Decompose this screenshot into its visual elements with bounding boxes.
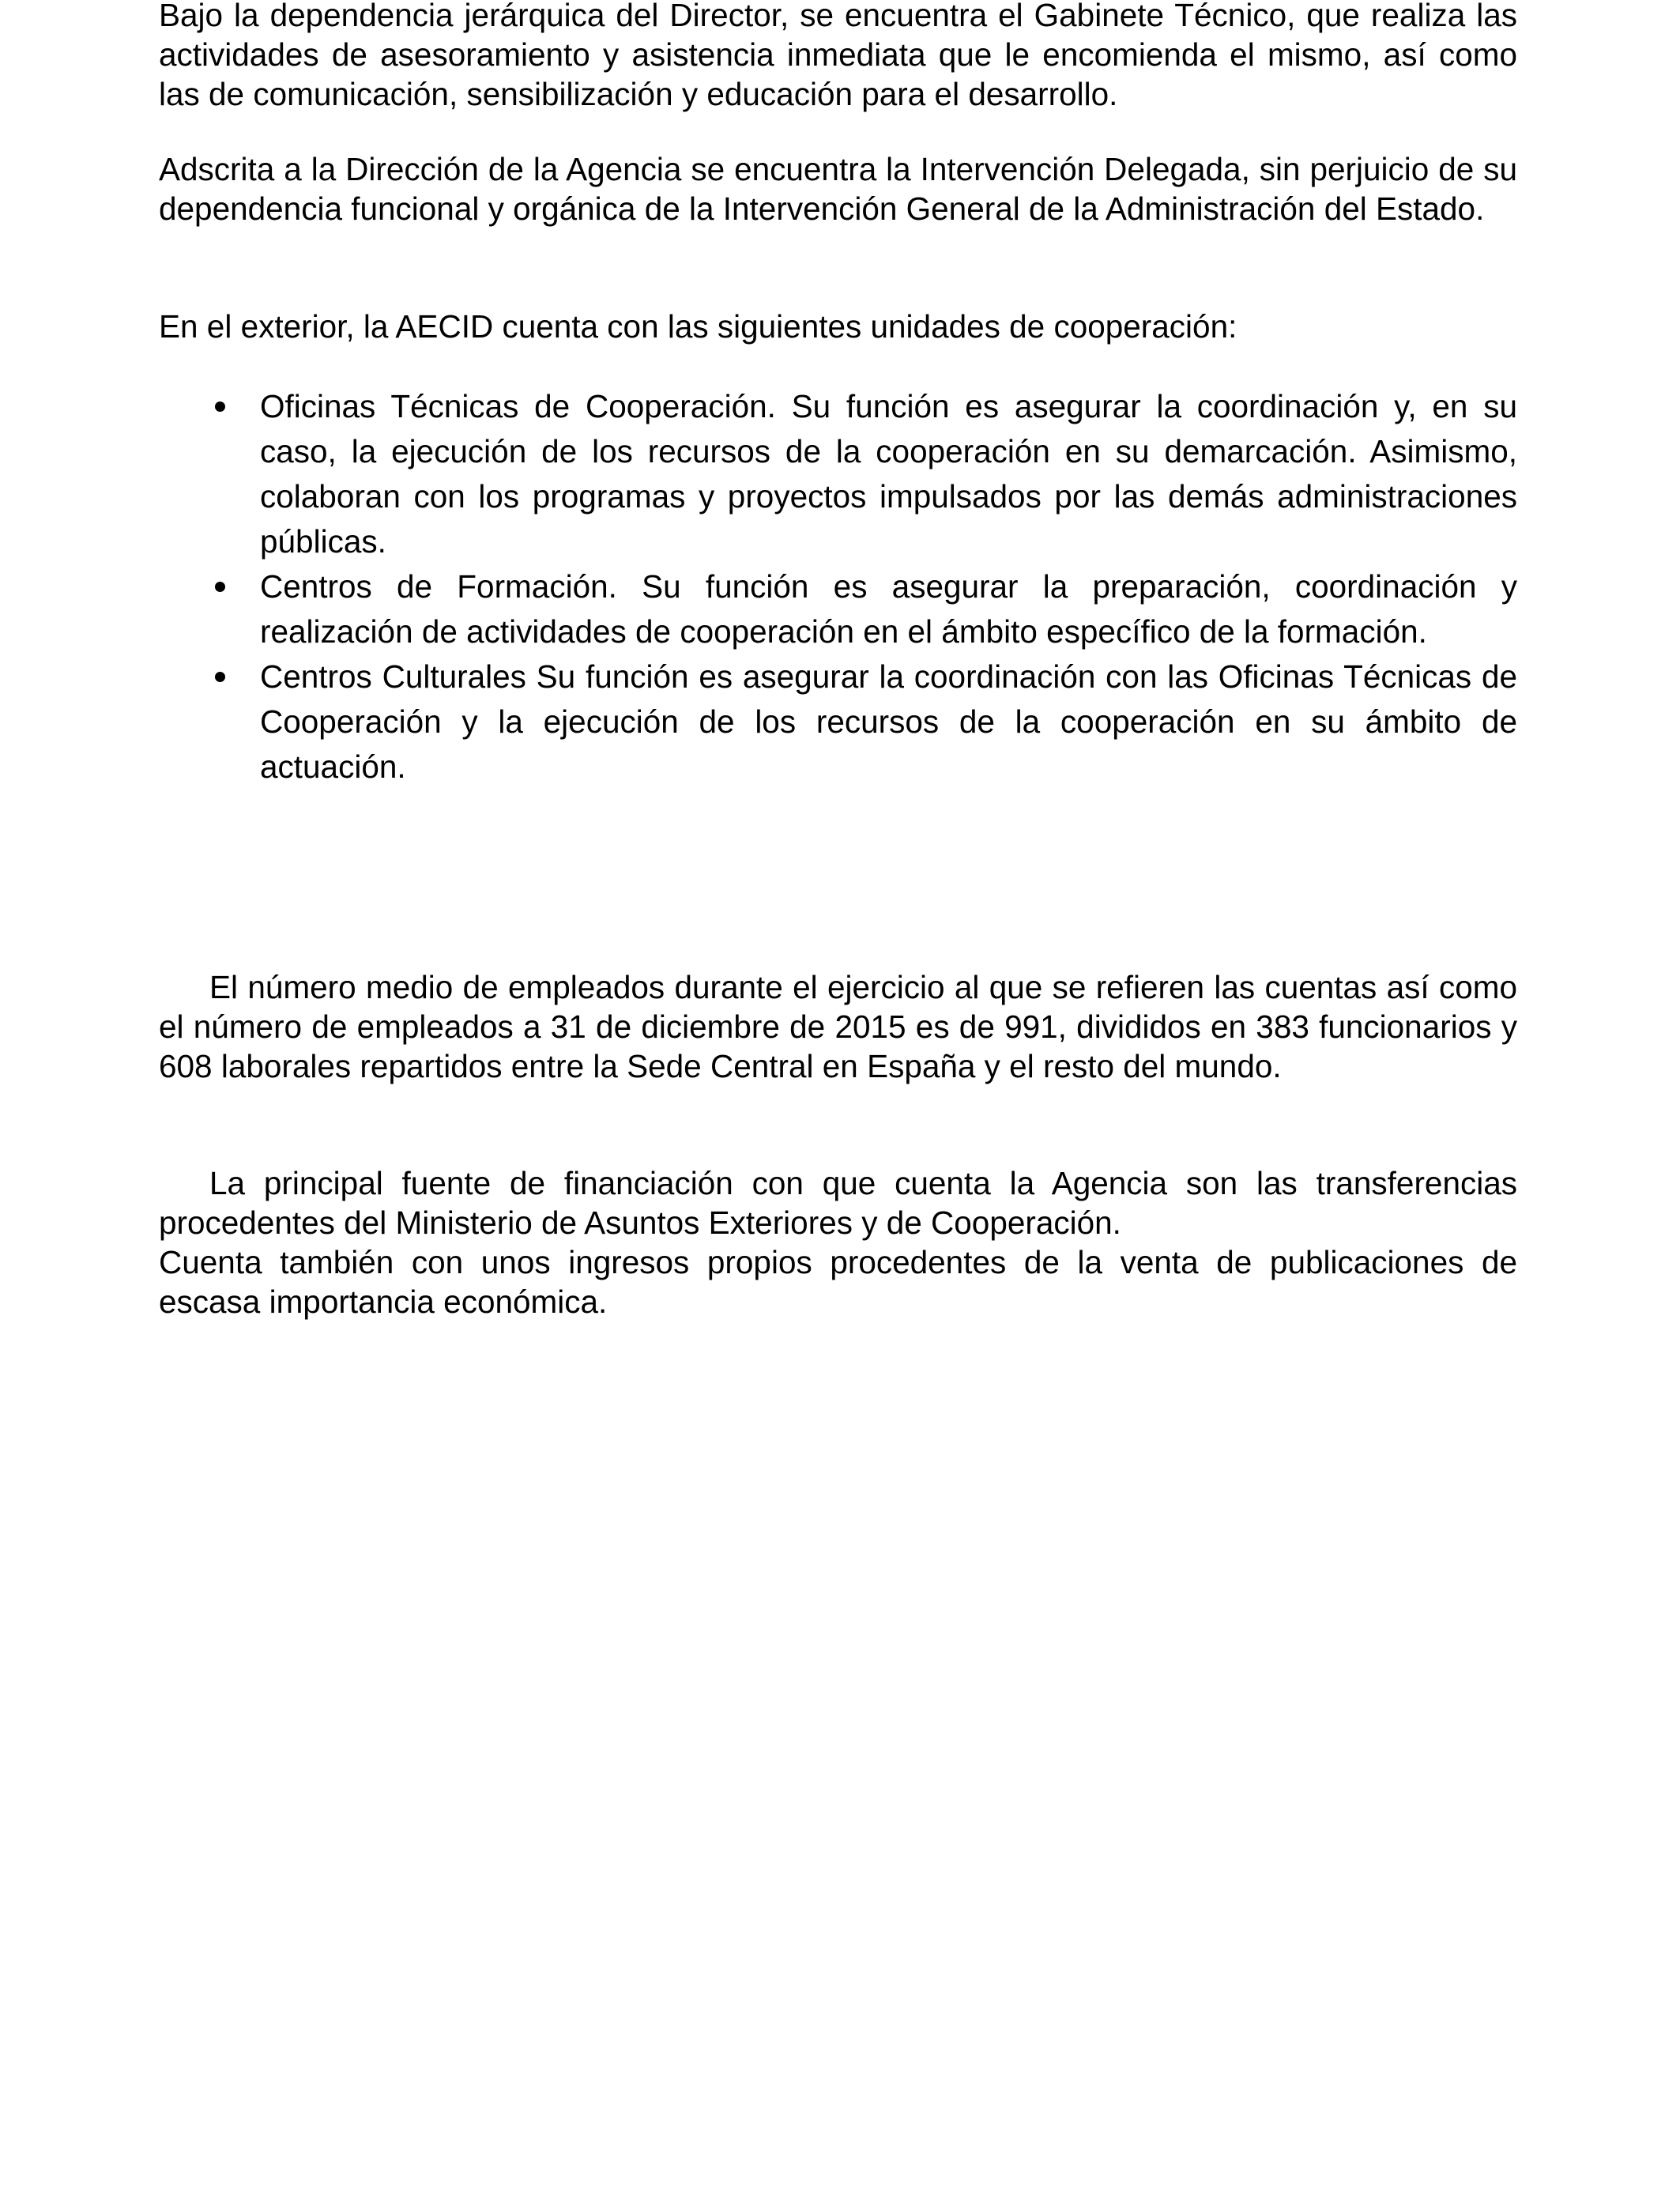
paragraph-empleados: El número medio de empleados durante el ejercicio al que se refieren las cuentas así como el número de empleados a 31 de diciembre de 2015 es de 991, divididos en 383 funcionarios y 608 laborales repartidos entre la Sede Central en España y el resto del mundo. — [159, 969, 1517, 1084]
paragraph-ingresos-propios: Cuenta también con unos ingresos propios procedentes de la venta de publicaciones de escasa importancia económica. — [159, 1244, 1517, 1320]
list-item — [159, 654, 1517, 790]
paragraph-gabinete-tecnico: Bajo la dependencia jerárquica del Director, se encuentra el Gabinete Técnico, que realiza las actividades de asesoramiento y asistencia inmediata que le encomienda el mismo, así como las de comunicación, sensibilización y educación para el desarrollo. — [159, 0, 1517, 112]
bullet-icon — [208, 384, 232, 429]
bullet-icon — [208, 654, 232, 699]
list-item — [159, 564, 1517, 654]
paragraph-financiacion: La principal fuente de financiación con que cuenta la Agencia son las transferencias procedentes del Ministerio de Asuntos Exteriores y de Cooperación. — [159, 1165, 1517, 1241]
list-item — [159, 384, 1517, 564]
paragraph-intervencion-delegada: Adscrita a la Dirección de la Agencia se encuentra la Intervención Delegada, sin perjuicio de su dependencia funcional y orgánica de la Intervención General de la Administración del Estado. — [159, 151, 1517, 227]
paragraph-exterior-intro: En el exterior, la AECID cuenta con las siguientes unidades de cooperación: — [159, 308, 1237, 345]
list-item-text: Centros Culturales Su función es asegurar la coordinación con las Oficinas Técnicas de Cooperación y la ejecución de los recursos de la cooperación en su ámbito de actuación. — [260, 658, 1517, 785]
cooperation-units-list — [159, 384, 1517, 790]
list-item-text: Oficinas Técnicas de Cooperación. Su función es asegurar la coordinación y, en su caso, la ejecución de los recursos de la cooperación en su demarcación. Asimismo, colaboran con los programas y proyectos impulsados por las demás administraciones públicas. — [260, 388, 1517, 560]
bullet-icon — [208, 564, 232, 609]
list-item-text: Centros de Formación. Su función es asegurar la preparación, coordinación y realización de actividades de cooperación en el ámbito específico de la formación. — [260, 568, 1517, 650]
